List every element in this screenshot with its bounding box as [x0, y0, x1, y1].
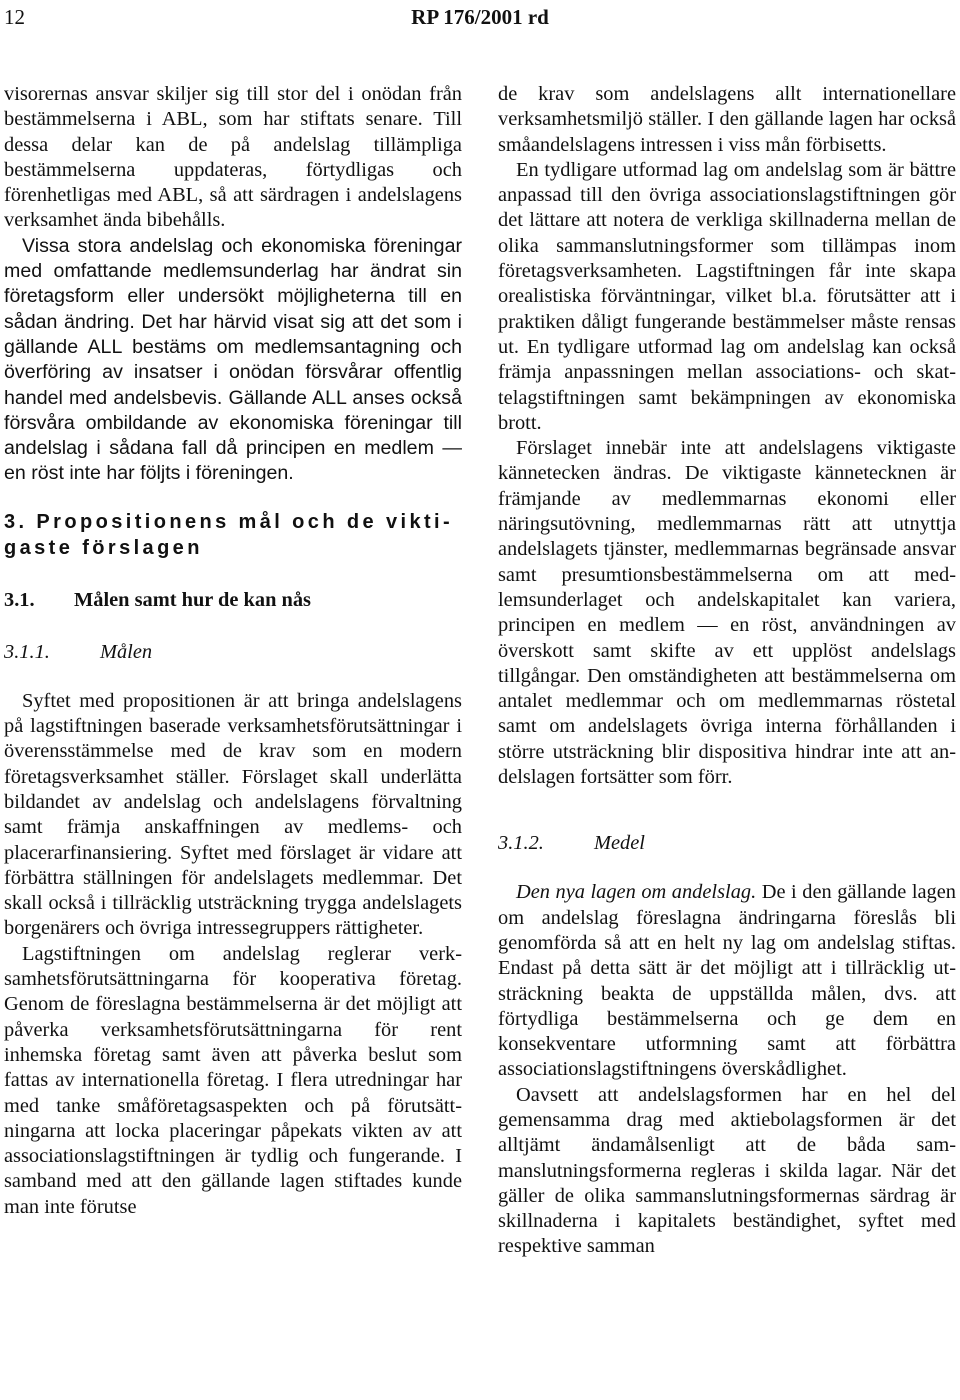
paragraph: Lagstiftningen om andelslag reglerar verksamhetsförutsättningarna för kooperativa företag. Genom de föreslagna bestämmelserna är det möjligt att påverka verksamhetsförutsättningarna för rent inhemska företag samt även att påverka beslut som fattas av internationella företag. I flera utredningar har med tanke småföretagsaspekten och på förutsättningarna att locka placeringar påpekats vikten av att associationslagstiftningen är tydlig och fungerande. I samband med att den gällande lagen stiftades kunde man inte förutse — [4, 942, 462, 1218]
subsection-title: Målen samt hur de kan nås — [74, 588, 311, 611]
subsubsection-title: Medel — [594, 832, 645, 855]
left-column — [4, 82, 462, 1400]
subsection-heading — [4, 587, 462, 613]
right-column — [498, 82, 956, 1400]
document-id: RP 176/2001 rd — [411, 5, 549, 29]
section-heading: 3. Propositionens mål och de viktigaste förslagen — [4, 510, 450, 559]
paragraph: Oavsett att andelslagsformen har en hel del gemensamma drag med aktiebolagsformen är det alltjämt ändamålsenligt att de båda sammanslutningsformerna regleras i skilda lagar. När det gäller de olika sammanslutningsformernas särdrag är skillnaderna i kapitalets beständighet, syftet med respektive samman — [498, 1083, 956, 1258]
paragraph: Syftet med propositionen är att bringa andelslagens på lagstiftningen baserade verksamhetsförutsättningar i överensstämmelse med de krav som en modern företagsverksamhet ställer. Förslaget skall underlätta bildandet av andelslag och andelslagens förvaltning samt främja anskaffningen av medlems- och placerarfinansiering. Syftet med förslaget är vidare att förbättra ställningen för andelslagets medlemmar. Det skall också i tillräcklig utsträckning trygga andelslagets borgenärers och övriga intressegruppers rättigheter. — [4, 689, 462, 940]
paragraph-text: De i den gällande lagen om andelslag föreslagna ändringarna föreslås bli genomförda så att en helt ny lag om andelslag stiftas. Endast på detta sätt är det möjligt att i tillräcklig utsträckning beakta de uppställda målen, dvs. att förtydliga bestämmelserna och ge dem en konsekventare utformning samt att förbättra associationslagstiftningens överskådlighet. — [498, 881, 956, 1081]
paragraph — [498, 880, 956, 1082]
subsubsection-number: 3.1.1. — [4, 640, 50, 663]
paragraph: de krav som andelslagens allt internationellare verksamhetsmiljö ställer. I den gällande lagen har också småandelslagens intressen i viss mån förbisetts. — [498, 83, 956, 156]
subsubsection-heading — [4, 639, 462, 665]
paragraph: visorernas ansvar skiljer sig till stor del i onödan från bestämmelserna i ABL, som har stiftats senare. Till dessa delar kan de på andelslag tillämpliga bestämmelserna uppdateras, förtydligas och förenhetligas med ABL, så att särdragen i andelslagens verksamhet ända bibehålls. — [4, 83, 462, 232]
subsection-number: 3.1. — [4, 588, 35, 611]
subsubsection-heading — [498, 830, 956, 856]
run-in-heading: Den nya lagen om andelslag. — [516, 881, 757, 904]
paragraph: En tydligare utformad lag om andelslag som är bättre anpassad till den övriga associationslagstiftningen gör det lättare att notera de verkliga skillnaderna mellan de olika sammanslutningsformer som tillämpas inom företagsverksamheten. Lagstiftningen får inte skapa orealistiska förväntningar, vilket bl.a. förutsätter att i praktiken dåligt fungerande bestämmelser måste rensas ut. En tydligare utformad lag om andelslag kan också främja anpassningen mellan associations- och skattelagstiftningen samt bekämpningen av ekonomiska brott. — [498, 158, 956, 434]
paragraph: Förslaget innebär inte att andelslagens viktigaste kännetecken ändras. De viktigaste kännetecknen är främjande av medlemmarnas ekonomi eller näringsutövning, medlemmarnas rätt att utnyttja andelslagets tjänster, medlemmarnas begränsade ansvar samt presumtionsbestämmelserna om att medlemsunderlaget och andelskapitalet kan variera, principen en medlem — en röst, användningen av överskott samt skifte av ett upplöst andelslags tillgångar. Den omständigheten att bestämmelserna om antalet medlemmar och om medlemmarnas röstetal samt om andelslagets övriga interna förhållanden i större utsträckning blir dispositiva hindrar inte att andelslagen fortsätter som förr. — [498, 437, 956, 789]
subsubsection-number: 3.1.2. — [498, 832, 544, 855]
page-header — [0, 0, 960, 40]
page-number: 12 — [4, 5, 25, 29]
subsubsection-title: Målen — [100, 640, 153, 663]
paragraph: Vissa stora andelslag och ekonomiska föreningar med omfattande medlemsunderlag har ändrat sin företagsform eller undersökt möjligheterna till en sådan ändring. Det har härvid visat sig att det som i gällande ALL bestäms om medlemsantagning och överföring av insatser i onödan försvårar offentlig handel med andelsbevis. Gällande ALL anses också försvåra ombildande av ekonomiska föreningar till andelslag i sådana fall då principen en medlem — en röst inte har följts i föreningen. — [4, 234, 462, 485]
